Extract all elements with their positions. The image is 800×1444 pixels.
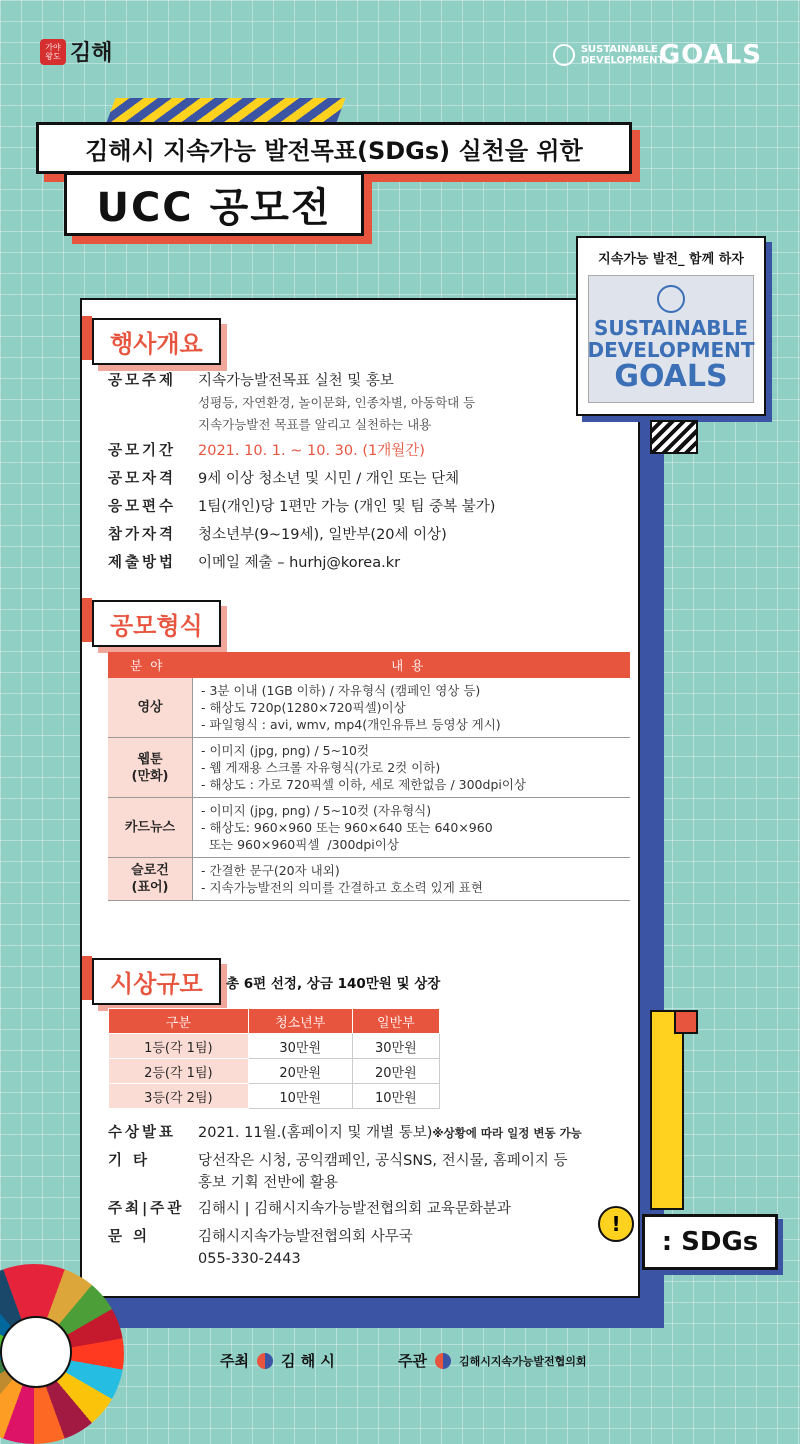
table-row [109,1034,440,1059]
detail-other [108,1150,568,1194]
detail-announcement [108,1122,582,1144]
format-line: - 웹 게재용 스크롤 자유형식(가로 2컷 이하) [201,760,441,775]
table-row [108,798,630,858]
info-value: 9세 이상 청소년 및 시민 / 개인 또는 단체 [198,471,460,487]
info-sub: 성평등, 자연환경, 놀이문화, 인종차별, 아동학대 등 [198,395,476,410]
info-value: 이메일 제출 – hurhj@korea.kr [198,555,401,571]
footer-organizer [398,1350,587,1371]
title-line2: UCC 공모전 [64,172,364,236]
table-row [108,678,630,738]
format-category: 영상 [108,678,193,738]
contact-phone: 055-330-2443 [198,1251,301,1267]
info-label: 공모기간 [108,443,177,459]
sdg-panel-caption: 지속가능 발전_ 함께 하자 [598,252,744,267]
info-row-divisions [108,524,447,546]
section-format-heading: 공모형식 [92,600,221,647]
info-label: 참가자격 [108,527,177,543]
section-prize-heading: 시상규모 [92,958,221,1005]
detail-note: ※상황에 따라 일정 변동 가능 [432,1126,582,1140]
format-content [193,798,631,858]
title-line1: 김해시 지속가능 발전목표(SDGs) 실천을 위한 [36,122,632,174]
sdg-header-logo [553,40,762,70]
prize-rank: 1등(각 1팀) [109,1034,249,1059]
info-value: 2021. 10. 1. ~ 10. 30. (1개월간) [198,443,425,459]
sdg-side-panel [576,236,766,416]
prize-general: 10만원 [352,1084,439,1109]
format-table [108,652,630,901]
format-line: - 해상도 : 가로 720픽셀 이하, 세로 제한없음 / 300dpi이상 [201,777,527,792]
sdgs-tag: : SDGs [642,1214,778,1270]
sdg-logo-line1: SUSTAINABLE [594,316,748,340]
format-category: 웹툰 (만화) [108,738,193,798]
info-row-eligibility [108,468,459,490]
detail-label: 문 의 [108,1229,151,1245]
info-row-submission [108,552,400,574]
info-label: 제출방법 [108,555,177,571]
format-col-content: 내용 [193,652,631,678]
info-row-entries [108,496,495,518]
info-value: 청소년부(9~19세), 일반부(20세 이상) [198,527,447,543]
prize-youth: 30만원 [248,1034,352,1059]
detail-host [108,1198,511,1220]
format-category: 카드뉴스 [108,798,193,858]
decorative-yellow-bar [650,1010,684,1210]
format-line: - 이미지 (jpg, png) / 5~10컷 (자유형식) [201,803,432,818]
prize-header: 일반부 [352,1009,439,1034]
decorative-stripe-box [650,420,698,454]
table-row [108,738,630,798]
format-line: - 이미지 (jpg, png) / 5~10컷 [201,743,370,758]
prize-youth: 20만원 [248,1059,352,1084]
sdg-logo-line3: GOALS [614,359,728,394]
info-label: 응모편수 [108,499,177,515]
detail-label: 주최|주관 [108,1201,185,1217]
city-badge-icon: 가야 왕도 [40,39,66,65]
detail-contact [108,1226,413,1270]
prize-youth: 10만원 [248,1084,352,1109]
info-label: 공모주제 [108,373,177,389]
city-logo-text: 김해 [70,41,113,66]
table-row [108,858,630,901]
detail-label: 수상발표 [108,1125,177,1141]
prize-rank: 2등(각 1팀) [109,1059,249,1084]
sdg-logo-line2: DEVELOPMENT [587,338,755,362]
format-line: - 3분 이내 (1GB 이하) / 자유형식 (캠페인 영상 등) [201,683,481,698]
prize-header: 구분 [109,1009,249,1034]
format-content [193,738,631,798]
info-label: 공모자격 [108,471,177,487]
format-line: - 파일형식 : avi, wmv, mp4(개인유튜브 등영상 게시) [201,717,501,732]
format-line: - 해상도: 960×960 또는 960×640 또는 640×960 [201,820,493,835]
detail-value: 김해시지속가능발전협의회 사무국 [198,1229,413,1245]
format-line: - 지속가능발전의 의미를 간결하고 호소력 있게 표현 [201,880,483,895]
sdg-logo-box [588,275,754,403]
footer-host [220,1350,335,1371]
un-emblem-icon [553,44,575,66]
prize-general: 20만원 [352,1059,439,1084]
format-content [193,858,631,901]
detail-label: 기 타 [108,1153,151,1169]
table-row [109,1059,440,1084]
info-value: 지속가능발전목표 실천 및 홍보 [198,373,394,389]
un-logo-icon [657,285,685,313]
city-logo [40,36,113,67]
sdg-goals-text: GOALS [658,40,762,70]
prize-general: 30만원 [352,1034,439,1059]
smiley-face-icon [0,1316,72,1388]
footer-organizer-name: 김해시지속가능발전협의회 [458,1354,587,1368]
exclamation-icon: ! [598,1206,634,1242]
format-category: 슬로건 (표어) [108,858,193,901]
section-overview-heading: 행사개요 [92,318,221,365]
format-line: - 해상도 720p(1280×720픽셀)이상 [201,700,406,715]
info-value: 1팀(개인)당 1편만 가능 (개인 및 팀 중복 불가) [198,499,496,515]
info-row-period [108,440,425,462]
info-row-theme [108,370,475,436]
council-mark-icon [435,1353,451,1369]
prize-rank: 3등(각 2팀) [109,1084,249,1109]
prize-header: 청소년부 [248,1009,352,1034]
detail-value: 김해시 | 김해시지속가능발전협의회 교육문화분과 [198,1201,511,1217]
footer-host-label: 주최 [220,1352,249,1370]
detail-value2: 홍보 기획 전반에 활용 [198,1175,338,1191]
decorative-red-square [674,1010,698,1034]
format-content [193,678,631,738]
detail-value: 당선작은 시청, 공익캠페인, 공식SNS, 전시물, 홈페이지 등 [198,1153,568,1169]
detail-value: 2021. 11월.(홈페이지 및 개별 통보) [198,1125,433,1141]
table-row [109,1084,440,1109]
format-line: 또는 960×960픽셀 /300dpi이상 [201,837,399,852]
prize-table [108,1008,440,1109]
city-mark-icon [257,1353,273,1369]
format-line: - 간결한 문구(20자 내외) [201,863,340,878]
prize-summary: 총 6편 선정, 상금 140만원 및 상장 [226,976,441,992]
sdg-small-text: SUSTAINABLE DEVELOPMENT [580,44,665,66]
footer-organizer-label: 주관 [398,1352,427,1370]
format-col-category: 분야 [108,652,193,678]
footer-host-name: 김 해 시 [280,1352,335,1370]
info-sub: 지속가능발전 목표를 알리고 실천하는 내용 [198,417,432,432]
